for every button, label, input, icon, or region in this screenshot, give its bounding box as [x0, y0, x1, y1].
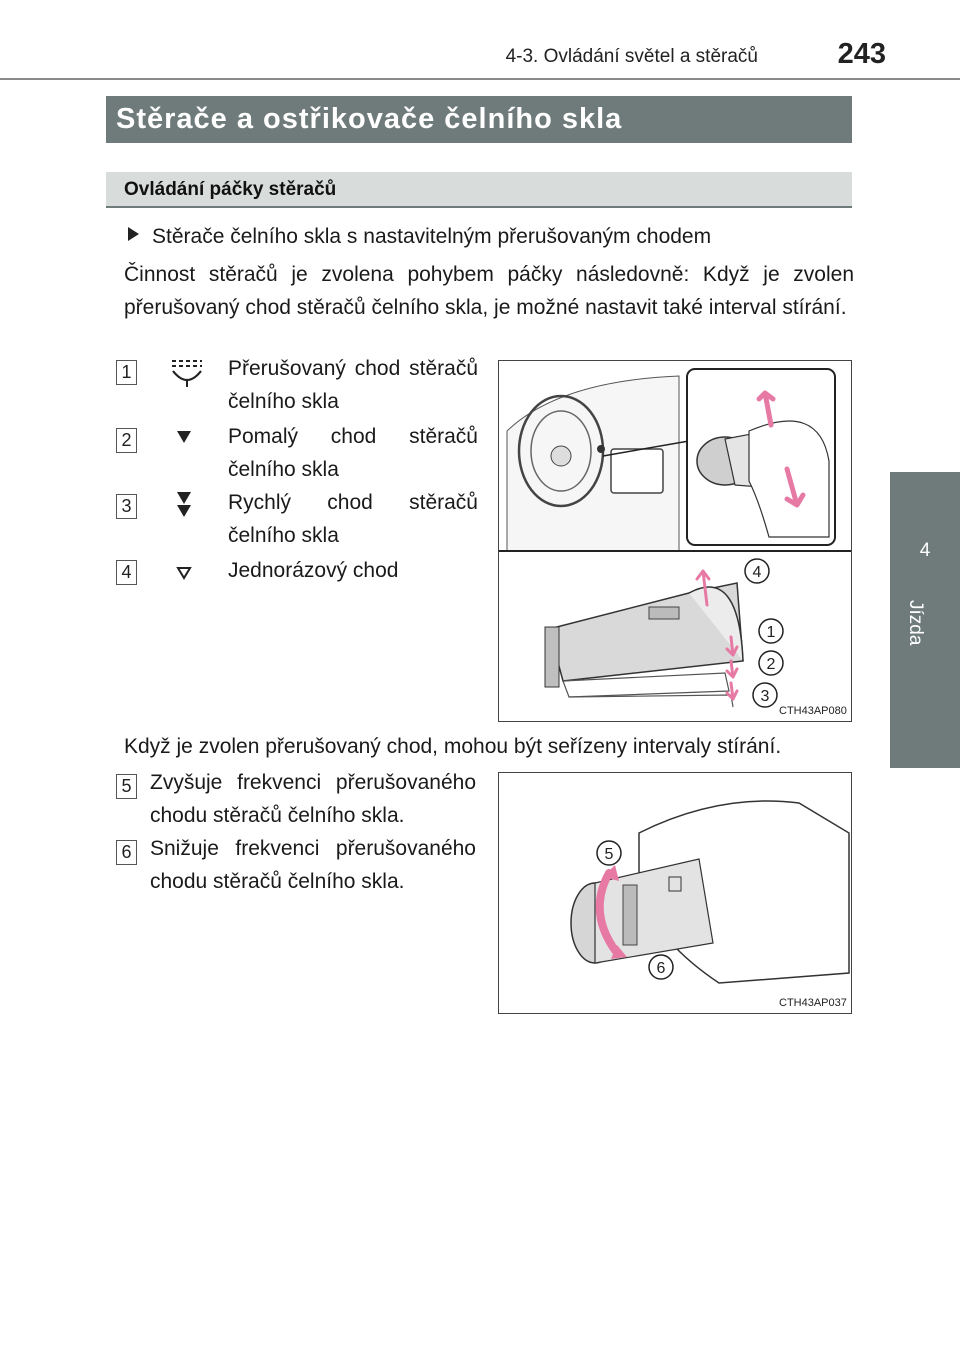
mode-text-1: Přerušovaný chod stěračů čelního skla	[228, 357, 478, 413]
bullet-triangle-icon	[128, 227, 139, 241]
double-down-triangle-icon	[176, 491, 192, 519]
figure-interval-dial	[498, 772, 852, 1014]
callout-5: 5	[604, 846, 614, 863]
figure-code-1: CTH43AP080	[779, 705, 847, 717]
callout-1: 1	[766, 624, 776, 641]
chapter-label: Jízda	[905, 600, 926, 646]
mode-number-2: 2	[116, 428, 137, 453]
interval-paragraph: Když je zvolen přerušovaný chod, mohou být seřízeny intervaly stírání.	[124, 735, 782, 758]
chapter-number: 4	[919, 540, 931, 561]
figure-code-2: CTH43AP037	[779, 997, 847, 1009]
mode-text-2: Pomalý chod stěračů čelního skla	[228, 425, 478, 481]
up-outline-triangle-icon	[176, 566, 192, 580]
header-rule	[0, 78, 960, 80]
mode-number-3: 3	[116, 494, 137, 519]
interval-text-5: Zvyšuje frekvenci přerušovaného chodu stěračů čelního skla.	[150, 771, 476, 827]
callout-3: 3	[760, 688, 770, 705]
interval-number-5: 5	[116, 774, 137, 799]
header-section-title: 4-3. Ovládání světel a stěračů	[505, 46, 758, 67]
intermittent-wiper-icon	[170, 355, 204, 391]
interval-number-6: 6	[116, 840, 137, 865]
interval-text-6: Snižuje frekvenci přerušovaného chodu stěračů čelního skla.	[150, 837, 476, 893]
page-number: 243	[837, 38, 886, 70]
single-down-triangle-icon	[176, 430, 192, 444]
callout-2: 2	[766, 656, 776, 673]
figure-wiper-lever	[498, 360, 852, 722]
intro-paragraph: Činnost stěračů je zvolena pohybem páčky následovně: Když je zvolen přerušovaný chod stěračů čelního skla, je možné nastavit také interval stírání.	[124, 263, 854, 319]
interval-dial-illustration	[499, 773, 851, 1013]
callout-6: 6	[656, 960, 666, 977]
subheading: Ovládání páčky stěračů	[124, 179, 337, 200]
mode-text-4: Jednorázový chod	[228, 559, 399, 582]
page-title: Stěrače a ostřikovače čelního skla	[116, 103, 623, 135]
mode-text-3: Rychlý chod stěračů čelního skla	[228, 491, 478, 547]
wiper-lever-illustration	[499, 361, 851, 721]
mode-number-1: 1	[116, 360, 137, 385]
callout-4: 4	[752, 564, 762, 581]
mode-number-4: 4	[116, 560, 137, 585]
bullet-heading: Stěrače čelního skla s nastavitelným přerušovaným chodem	[152, 225, 712, 248]
